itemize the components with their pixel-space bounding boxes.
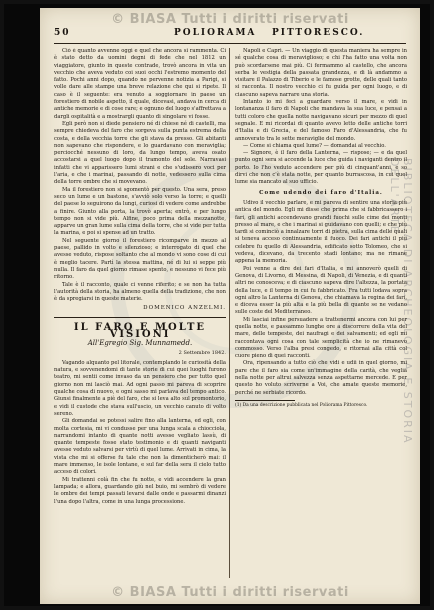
article-paragraph: Mi trattenni colà fin che fu notte, e vidi accendere la gran lampada; e allora, guardando giù nel buio, mi sembrò di vedere le ombre dei tempi passati levarsi dalle onde e passarmi dinanzi l'una dopo l'altra, come in una lunga processione. [54, 476, 226, 505]
article-paragraph: Intanto io mi feci a guardare verso il mare, e vidi in lontananza il faro di Napoli che mandava la sua luce, e pensai a tutti coloro che quella notte navigavano sicuri per mezzo di quel segnale. E mi ricordai di quanto avevo letto delle antiche torri d'Italia e di Grecia, e del famoso Faro d'Alessandria, che fu annoverato tra le sette meraviglie del mondo. [235, 99, 407, 142]
masthead-right: PITTORESCO. [272, 28, 365, 38]
right-column [235, 48, 407, 576]
subheading: Come udendo dei faro d'Italia. [259, 189, 383, 196]
article-paragraph: — Come si chiama quel lume? — domandai al vecchio. [243, 142, 386, 149]
article-paragraph: Vagando alquanto pel litorale, contemplando le curiosità della natura, e sovvenendomi di tante storie di cui quei luoghi furono teatro, mi sentii come invaso da un pensiero che per tutto quel giorno non mi lasciò mai. Ad ogni passo mi pareva di scoprire qualche cosa di nuovo, e ogni sasso mi parlava del tempo antico. Giunsi finalmente a piè del faro, che si leva alto sul promontorio, e vidi il custode che stava sull'uscio, un vecchio canuto di volto sereno. [54, 359, 226, 417]
article-paragraph: Egli però non si diede pensiero né di chiese né di castelli, ma sempre chiedeva del faro che sorgeva sulla punta estrema della costa, e della vecchia torre che gli stava da presso. Gli abitanti non sapevano che rispondere, e lo guardavano con meraviglia; perciocché nessuno di loro, da lungo tempo, aveva osato accostarsi a quel luogo dopo il tramonto del sole. Narravasi infatti che vi apparissero lumi strani e che s'udissero voci per l'aria, e che i marinai, passando di notte, vedessero sulla cima della torre ombre che si movevano. [54, 120, 226, 186]
vertical-watermark: BIBLIOTECA DI ARCHEOLOGIA E STORIA DELL'ARTE [388, 158, 414, 445]
section-rule [54, 317, 226, 318]
header-rule [54, 43, 406, 44]
article-paragraph: Ma il forestiero non si sgomentò per questo. Una sera, preso seco un lume e un bastone, s'avviò solo verso la torre; e quelli del paese lo seguirono da lungi, curiosi di vedere come andrebbe a finire. Giunto alla porta, la trovò aperta; entrò, e per lungo tempo non si vide più. Alfine, poco prima della mezzanotte, apparve un gran lume sulla cima della torre, che si vide per tutta la marina, e poi si spense ad un tratto. [54, 186, 226, 237]
article-paragraph: Napoli e Capri. — Un viaggio di questa maniera ha sempre in sé qualche cosa di meraviglioso; e chi l'ha fatto una volta non può scordarsene mai più. Ci fermammo al castello, che ancora serba le vestigia della passata grandezza, e di là andammo a visitare il Palazzo di Tiberio e le famose grotte, delle quali tanto si racconta. Il nostro vecchio ci fu guida per ogni luogo, e di ciascuno sapeva narrare una storia. [235, 48, 407, 98]
article-paragraph: Mi lasciai infine persuadere a trattenermi ancora con lui per quella notte, e passammo lunghe ore a discorrere della vita del mare, delle tempeste, dei naufragi e dei salvamenti; ed egli mi raccontava ogni cosa con tale semplicità che io ne rimanevo commosso. Verso l'alba presi congedo, e ritornai alla città col cuore pieno di quei racconti. [235, 316, 407, 360]
article-paragraph: Nel seguente giorno il forestiero ricomparve in mezzo al paese, pallido in volto e silenzioso; e interrogato di quel che avesse veduto, rispose soltanto che al mondo vi sono cose di cui è meglio tacere. Partì la stessa mattina, né di lui si seppe più nulla. Il faro da quel giorno rimase spento, e nessuno vi fece più ritorno. [54, 237, 226, 281]
article-paragraph: Udivo il vecchio parlare, e mi pareva di sentire una storia più antica del mondo. Egli mi disse che prima che si fabbricassero i fari, gli antichi accendevano grandi fuochi sulle cime dei monti presso al mare, e che i marinai si guidavano con quelli; e che più tardi si cominciò a innalzare torri di pietra, sulla cima delle quali si teneva acceso continuamente il fuoco. Dei fari antichi il più celebre fu quello di Alessandria, edificato sotto Tolomeo, che si vedeva, dicevano, da trecento stadi lontano; ma ne rimane appena la memoria. [235, 199, 407, 265]
masthead-left: POLIORAMA [174, 28, 257, 38]
watermark-bottom: © BIASA Tutti i diritti riservati [111, 585, 349, 600]
article-paragraph: Gli domandai se potessi salire fino alla lanterna, ed egli, con molta cortesia, mi vi condusse per una lunga scala a chiocciola, narrandomi intanto di quante notti avesse vegliato lassù, di quante tempeste fosse stato testimonio e di quanti naviganti avesse veduto salvarsi per virtù di quel lume. Arrivati in cima, la vista che mi si offerse fu tale che non la dimenticherò mai: il mare immenso, le isole lontane, e sul far della sera il cielo tutto acceso di colori. [54, 418, 226, 476]
article-paragraph: Ciò è quanto avvenne oggi e quel che ancora si rammenta. Ci è stato detto da uomini degni di fede che nel 1812 un viaggiatore, giunto in queste contrade, trovò ancora in vita un vecchio che aveva veduto coi suoi occhi l'estremo momento del fatto. Pochi anni dopo, quando ne pervenne notizia a Parigi, si volle dare alle stampe una breve relazione che qui si ripete. Il caso è il seguente: era venuto a soggiornare in paese un forestiero di nobile aspetto, il quale, dicevasi, andava in cerca di antiche memorie e di cose rare; e ognuno del luogo s'affrettava a dargli ospitalità e a mostrargli quanto di singolare vi fosse. [54, 48, 226, 120]
article-paragraph: Poi venne a dire dei fari d'Italia, e mi annoverò quelli di Genova, di Livorno, di Messina, di Napoli, di Venezia, e di quanti altri ne conosceva; e di ciascuno sapeva dire l'altezza, la portata della luce, e il tempo in cui fu fabbricato. Fra tutti lodava sopra ogni altro la Lanterna di Genova, che chiamava la regina dei fari, e diceva esser la più alta e la più bella di quante se ne vedano sulle coste del Mediterraneo. [235, 265, 407, 316]
article-signature: DOMENICO ANZELMI. [143, 305, 226, 312]
article-paragraph: — Signore, è il faro della Lanterna, — rispose; — e da quel punto ogni sera si accende la luce che guida i naviganti dentro il porto. Io l'ho veduto accendere per più di cinquant'anni, e so dirvi che non c'è stata notte, per quanto burrascosa, in cui quel lume sia mancato al suo ufficio. [235, 150, 407, 186]
dedication: All'Egregio Sig. Munnamedd. [87, 339, 193, 348]
section-title: IL FARO E MOLTE VISIONI [73, 321, 207, 340]
dateline: 2 Settembre 1842. [178, 349, 226, 356]
article-paragraph: Ora, ripensando a tutto ciò che vidi e udii in quel giorno, mi pare che il faro sia come un'immagine della carità, che veglia nella notte per altrui salvezza senza aspettarne mercede. E per questo ho voluto scriverne a Voi, che amate queste memorie, perché ne serbiate ricordo. [235, 360, 407, 396]
left-column [54, 48, 226, 576]
page-number: 50 [54, 28, 71, 38]
footnote-rule [235, 400, 295, 401]
column-divider [229, 48, 230, 578]
article-paragraph: Tale è il racconto, quale ci venne riferito; e se non ha tutta l'autorità della storia, ha almeno quella della tradizione, che non è da spregiarsi in queste materie. [54, 281, 226, 303]
newspaper-page [40, 8, 420, 604]
footnote: (1) Da una descrizione pubblicata nel Poliorama Pittoresco. [235, 402, 368, 408]
watermark-top: © BIASA Tutti i diritti riservati [111, 12, 349, 27]
page-header [54, 28, 406, 44]
